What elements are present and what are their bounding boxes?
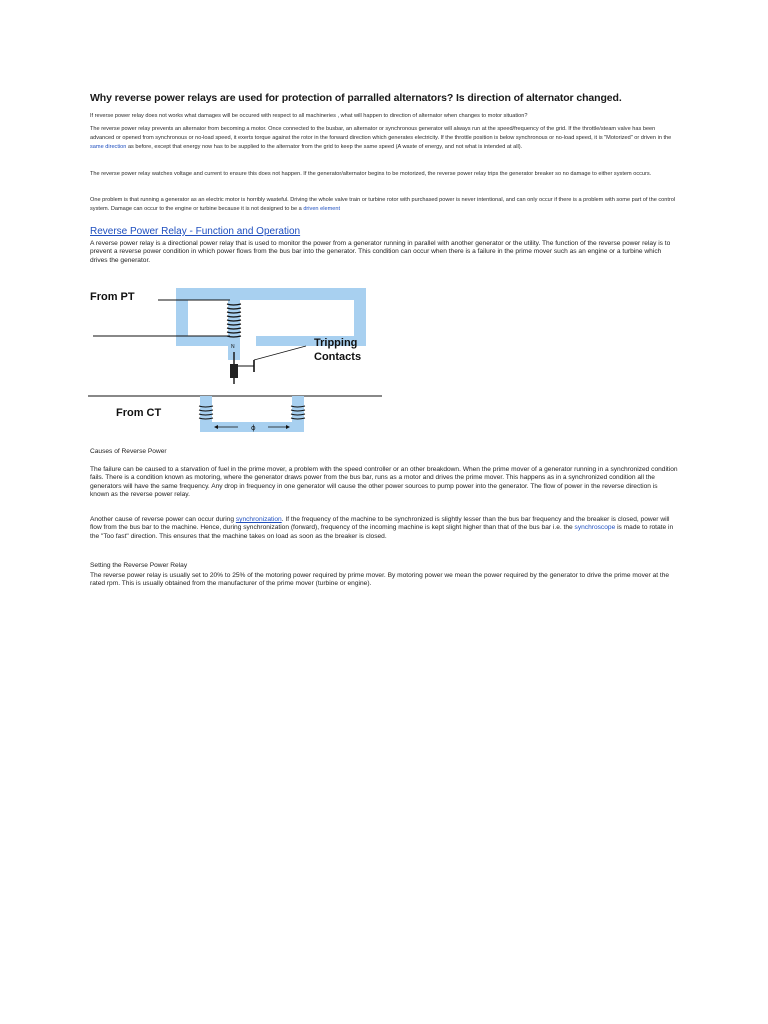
- same-direction-link[interactable]: same direction: [90, 144, 127, 150]
- intro-paragraph-2: The reverse power relay watches voltage and current to ensure this does not happen. If the generator/alternator begins to be motorized, the reverse power relay trips the generator breaker so no damage to either system occurs.: [90, 171, 652, 177]
- section-heading-link[interactable]: Reverse Power Relay - Function and Operation: [90, 226, 301, 237]
- rotating-disc: [230, 364, 238, 378]
- causes-paragraph-1: The failure can be caused to a starvation of fuel in the prime mover, a problem with the speed controller or an other breakdown. When the prime mover of a generator running in a synchronized condition fails. There is a condition known as motoring, where the generator draws power from the bus bar, runs as a motor and drives the prime mover. This happens as in a synchronized condition all the generators will have the same frequency. Any drop in frequency in one generator will cause the other power sources to pump power into the generator. The flow of power in the reverse direction is known as the reverse power relay.: [90, 466, 678, 499]
- intro-p1-text-a: The reverse power relay prevents an alternator from becoming a motor. Once connected to the busbar, an alternator or synchronous generator will always run at the speed/frequency of the grid. If the throttle/steam valve has been advanced or opened from synchronous or no-load speed, it exerts torque against the rotor in the forward direction which generates electricity. If the throttle position is below synchronous or no-load speed, it is "Motorized" or driven in the: [90, 126, 672, 141]
- upper-core-top-bar: [176, 288, 366, 300]
- synchronization-link[interactable]: synchronization: [235, 516, 282, 523]
- causes-paragraph-2: [90, 516, 678, 541]
- tripping-label-line2: Contacts: [314, 351, 362, 363]
- intro-question: If reverse power relay does not works what damages will be occured with respect to all machineries , what will happen to direction of alternator when changes to motor situation?: [90, 113, 528, 119]
- driven-element-link[interactable]: driven element: [303, 206, 341, 212]
- causes-p2-text-a: Another cause of reverse power can occur during: [90, 516, 236, 523]
- tripping-label-line1: Tripping: [314, 337, 358, 349]
- ct-label: From CT: [116, 407, 162, 419]
- causes-p2-text-c: is made to rotate in the "Too fast" direction. This ensures that the machine takes on load as soon as the breaker is closed.: [90, 524, 674, 540]
- intro-paragraph-1: [90, 125, 680, 152]
- flux-label: ϕ: [251, 424, 256, 432]
- page-title: Why reverse power relays are used for protection of parralled alternators? Is direction of alternator changed.: [90, 92, 622, 104]
- section-paragraph-1: A reverse power relay is a directional power relay that is used to monitor the power from a generator running in parallel with another generator or the utility. The function of the reverse power relay is to prevent a reverse power condition in which power flows from the bus bar into the generator. This condition can occur when there is a failure in the prime mover such as an engine or a turbine which drives the generator.: [90, 240, 671, 264]
- setting-heading: Setting the Reverse Power Relay: [90, 562, 188, 569]
- intro-paragraph-3: [90, 196, 680, 214]
- upper-core-left-foot: [176, 336, 228, 346]
- pole-label: N: [231, 344, 235, 350]
- relay-diagram-svg: [88, 280, 388, 435]
- upper-core: [176, 288, 366, 360]
- pt-label: From PT: [90, 291, 135, 303]
- causes-heading: Causes of Reverse Power: [90, 448, 167, 455]
- synchroscope-link[interactable]: synchroscope: [574, 524, 616, 532]
- intro-p3-text: One problem is that running a generator as an electric motor is horribly wasteful. Driving the whole valve train or turbine rotor with purchased power is never intentional, and can only occur if there is a problem with some part of the control system. Damage can occur to the engine or turbine because it is not designed to be a: [90, 197, 676, 212]
- intro-p1-text-b: as before, except that energy now has to be supplied to the alternator from the grid to keep the same speed (A waste of energy, and not what is intended at all).: [126, 144, 523, 150]
- tripping-contacts-leader: [254, 346, 306, 360]
- ct-coil: [199, 406, 305, 419]
- reverse-power-relay-diagram: [88, 280, 388, 435]
- setting-paragraph-1: The reverse power relay is usually set to 20% to 25% of the motoring power required by prime mover. By motoring power we mean the power required by the generator to drive the prime mover at the rated rpm. This is usually obtained from the manufacturer of the prime mover (turbine or engine).: [90, 572, 670, 588]
- causes-p2-text-b: . If the frequency of the machine to be synchronized is slightly lesser than the bus bar frequency and the breaker is closed, power will flow from the bus bar to the machine. Hence, during synchronization (forward), frequency of the incoming machine is kept slight higher than that of the bus bar i.e. the: [90, 516, 670, 532]
